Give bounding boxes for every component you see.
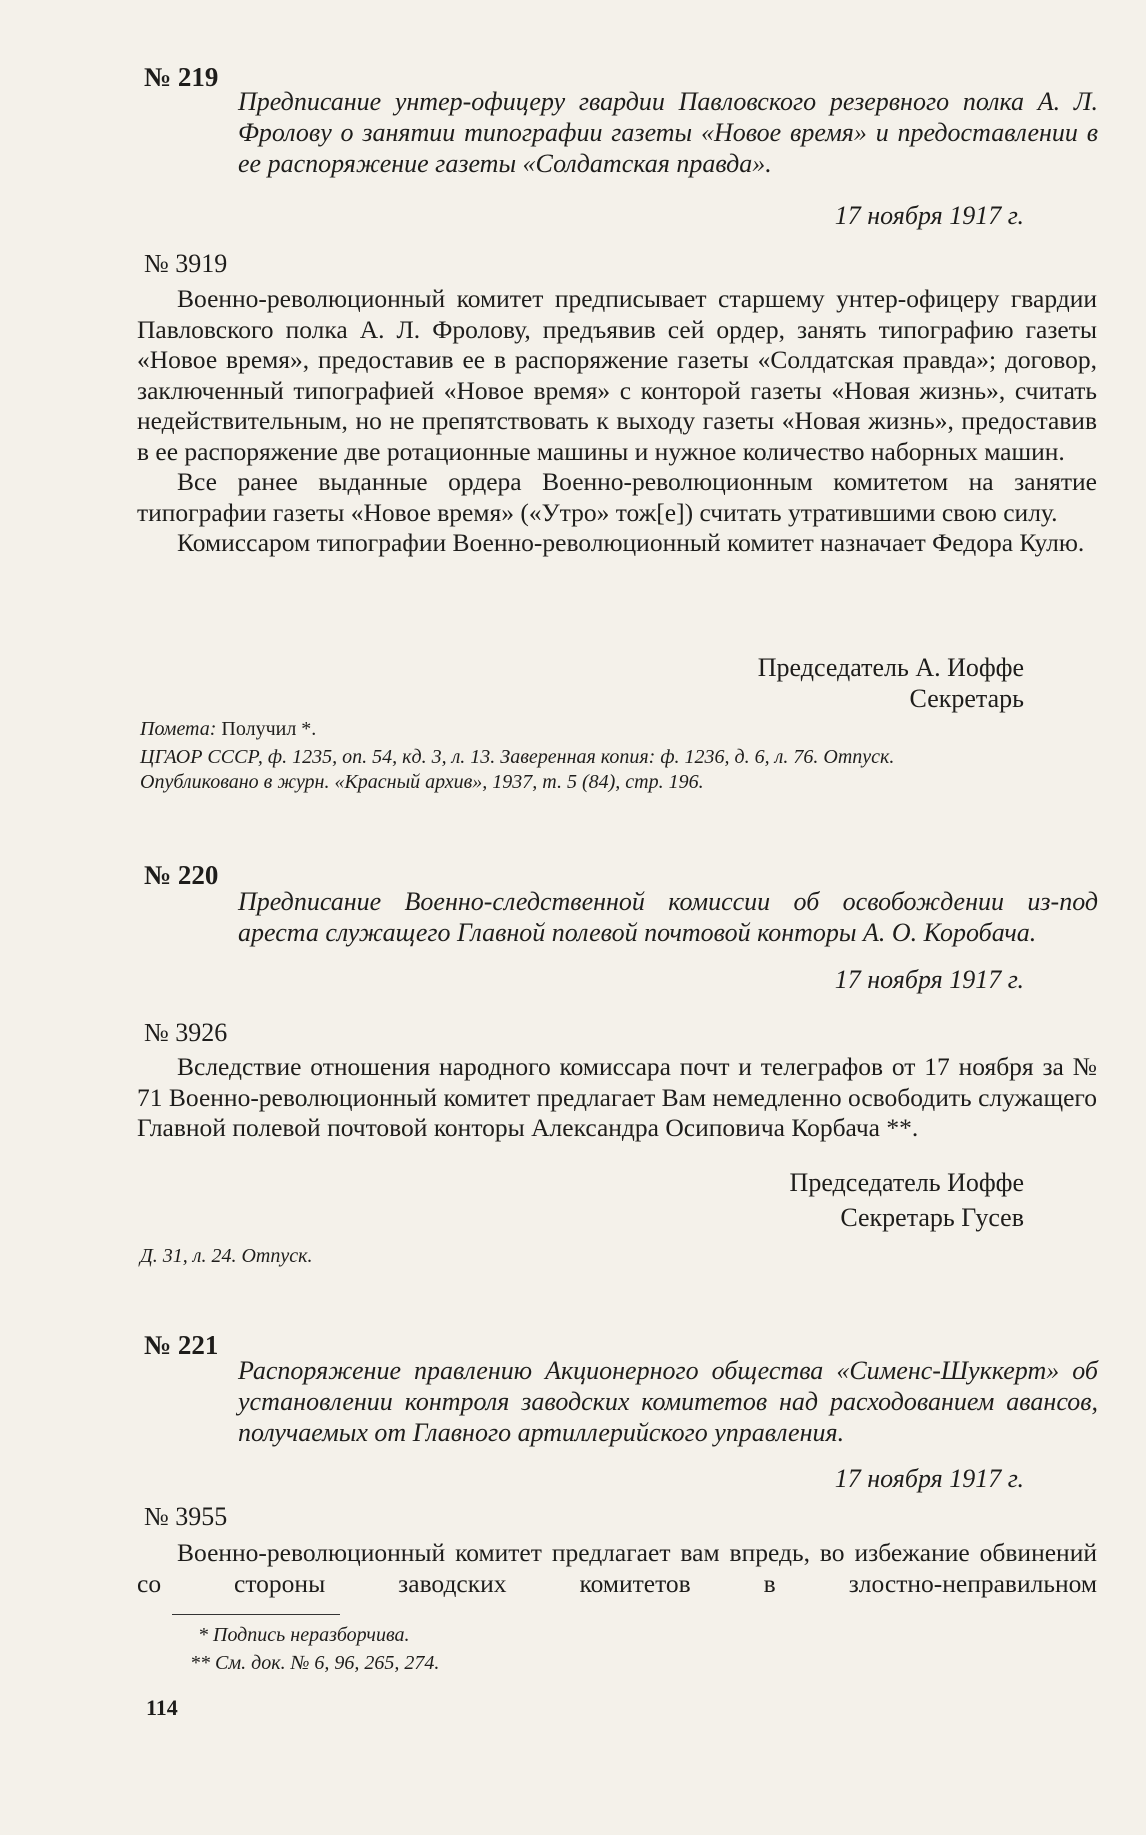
- doc-219-source-2: Опубликовано в журн. «Красный архив», 1937, т. 5 (84), стр. 196.: [140, 771, 704, 793]
- doc-221-number: № 221: [144, 1330, 219, 1360]
- doc-219-date: 17 ноября 1917 г.: [834, 201, 1024, 230]
- doc-220-date: 17 ноября 1917 г.: [834, 965, 1024, 994]
- doc-220-number: № 220: [144, 860, 219, 890]
- doc-219-paragraph-1: Военно-революционный комитет предписывает старшему унтер-офицеру гвардии Павловского полка А. Л. Фролову, предъявив сей ордер, занять типографию газеты «Новое время», предоставив ее в распоряжение газеты «Солдатская правда»; договор, заключенный типографией «Новое время» с конторой газеты «Новая жизнь», считать недействительным, но не препятствовать к выходу газеты «Новая жизнь», предоставив в ее распоряжение две ротационные машины и нужное количество наборных машин.: [137, 284, 1097, 466]
- doc-219-mark: [140, 717, 1100, 742]
- footnote-1: * Подпись неразборчива.: [198, 1624, 410, 1646]
- doc-219-mark-text: Получил *.: [221, 718, 317, 740]
- doc-220-source: Д. 31, л. 24. Отпуск.: [140, 1245, 313, 1267]
- doc-219-mark-label: Помета:: [140, 718, 217, 740]
- doc-221-date: 17 ноября 1917 г.: [834, 1464, 1024, 1493]
- doc-219-signature-secretary: Секретарь: [909, 684, 1024, 713]
- doc-219-paragraph-2: Все ранее выданные ордера Военно-революционным комитетом на занятие типографии газеты «Новое время» («Утро» тож[е]) считать утратившими свою силу.: [137, 467, 1097, 527]
- doc-220-body: [137, 1052, 1097, 1144]
- doc-219-number: № 219: [144, 62, 219, 92]
- doc-220-reg-number: № 3926: [144, 1018, 228, 1047]
- doc-219-title: Предписание унтер-офицеру гвардии Павловского резервного полка А. Л. Фролову о занятии типографии газеты «Новое время» и предоставлении в ее распоряжение газеты «Солдатская правда».: [238, 87, 1098, 178]
- doc-221-reg-number: № 3955: [144, 1502, 228, 1531]
- page-number: 114: [146, 1695, 178, 1720]
- doc-220-signature-chair: Председатель Иоффе: [789, 1168, 1024, 1197]
- doc-221-paragraph: Военно-революционный комитет предлагает вам впредь, во избежание обвинений со стороны заводских комитетов в злостно-неправильном: [137, 1538, 1097, 1598]
- doc-219-body: [137, 284, 1097, 559]
- footnote-divider: [172, 1614, 340, 1615]
- doc-220-signature-secretary: Секретарь Гусев: [840, 1203, 1024, 1232]
- doc-220-paragraph: Вследствие отношения народного комиссара почт и телеграфов от 17 ноября за № 71 Военно-революционный комитет предлагает Вам немедленно освободить служащего Главной полевой почтовой конторы Александра Осиповича Корбача **.: [137, 1052, 1097, 1142]
- doc-219-signature-chair: Председатель А. Иоффе: [757, 653, 1024, 682]
- doc-219-paragraph-3: Комиссаром типографии Военно-революционный комитет назначает Федора Кулю.: [177, 528, 1085, 557]
- doc-219-reg-number: № 3919: [144, 249, 228, 278]
- footnote-2: ** См. док. № 6, 96, 265, 274.: [190, 1652, 440, 1674]
- doc-220-title: Предписание Военно-следственной комиссии об освобождении из-под ареста служащего Главной полевой почтовой конторы А. О. Коробача.: [238, 887, 1098, 947]
- doc-221-body: [137, 1538, 1097, 1599]
- doc-219-source-1: ЦГАОР СССР, ф. 1235, оп. 54, кд. 3, л. 13. Заверенная копия: ф. 1236, д. 6, л. 76. Отпуск.: [140, 746, 895, 768]
- doc-221-title: Распоряжение правлению Акционерного общества «Сименс-Шуккерт» об установлении контроля заводских комитетов над расходованием авансов, получаемых от Главного артиллерийского управления.: [238, 1356, 1098, 1447]
